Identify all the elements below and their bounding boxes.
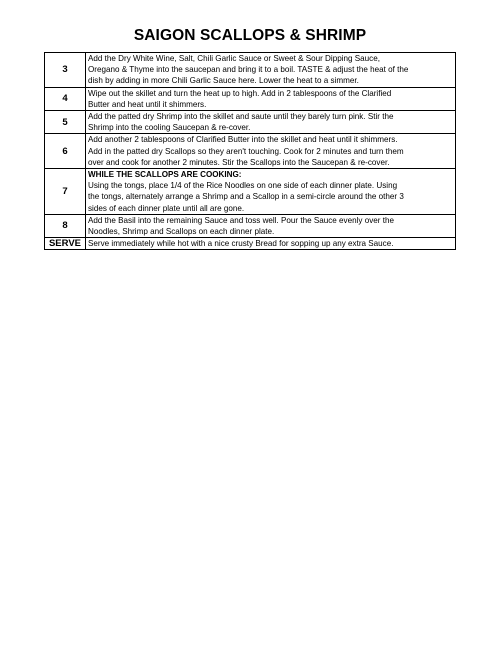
step-row [45, 87, 456, 110]
step-row [45, 238, 456, 250]
step-text-line: Add the patted dry Shrimp into the skillet and saute until they barely turn pink. Stir the [88, 112, 394, 122]
step-text-line: Add another 2 tablespoons of Clarified Butter into the skillet and heat until it shimmers. [88, 135, 398, 145]
step-heading: WHILE THE SCALLOPS ARE COOKING: [88, 170, 242, 180]
step-text-line: sides of each dinner plate until all are gone. [88, 203, 245, 213]
step-instructions [86, 214, 456, 237]
step-text-line: Add the Dry White Wine, Salt, Chili Garlic Sauce or Sweet & Sour Dipping Sauce, [88, 54, 380, 63]
step-number: SERVE [45, 238, 86, 250]
step-text-line: Oregano & Thyme into the saucepan and bring it to a boil. TASTE & adjust the heat of the [88, 65, 409, 75]
step-text-line: Noodles, Shrimp and Scallops on each dinner plate. [88, 227, 275, 237]
step-instructions [86, 238, 456, 250]
step-text-line: Add in the patted dry Scallops so they aren't touching. Cook for 2 minutes and turn them [88, 146, 404, 156]
step-row [45, 53, 456, 88]
step-instructions [86, 53, 456, 88]
step-number: 7 [45, 169, 86, 215]
step-instructions [86, 87, 456, 110]
step-text-line: the tongs, alternately arrange a Shrimp and a Scallop in a semi-circle around the other 3 [88, 192, 404, 202]
steps-body [45, 53, 456, 250]
step-text-line: over and cook for another 2 minutes. Stir the Scallops into the Saucepan & re-cover. [88, 157, 390, 167]
step-text-line: Add the Basil into the remaining Sauce and toss well. Pour the Sauce evenly over the [88, 215, 394, 225]
step-text-line: Wipe out the skillet and turn the heat up to high. Add in 2 tablespoons of the Clarified [88, 88, 392, 98]
step-text-line: dish by adding in more Chili Garlic Sauce here. Lower the heat to a simmer. [88, 76, 359, 86]
step-text-line: Shrimp into the cooling Saucepan & re-cover. [88, 123, 251, 133]
step-row [45, 214, 456, 237]
step-number: 8 [45, 214, 86, 237]
step-number: 5 [45, 111, 86, 134]
step-instructions [86, 134, 456, 169]
step-row [45, 169, 456, 215]
step-text-line: Butter and heat until it shimmers. [88, 99, 207, 109]
step-row [45, 111, 456, 134]
page-title: SAIGON SCALLOPS & SHRIMP [133, 27, 367, 44]
step-number: 3 [45, 53, 86, 88]
step-text-line: Using the tongs, place 1/4 of the Rice Noodles on one side of each dinner plate. Using [88, 181, 398, 191]
step-text-line: Serve immediately while hot with a nice crusty Bread for sopping up any extra Sauce. [88, 239, 394, 249]
step-number: 4 [45, 87, 86, 110]
step-row [45, 134, 456, 169]
step-instructions [86, 169, 456, 215]
step-number: 6 [45, 134, 86, 169]
step-instructions [86, 111, 456, 134]
recipe-steps-table [44, 52, 456, 250]
